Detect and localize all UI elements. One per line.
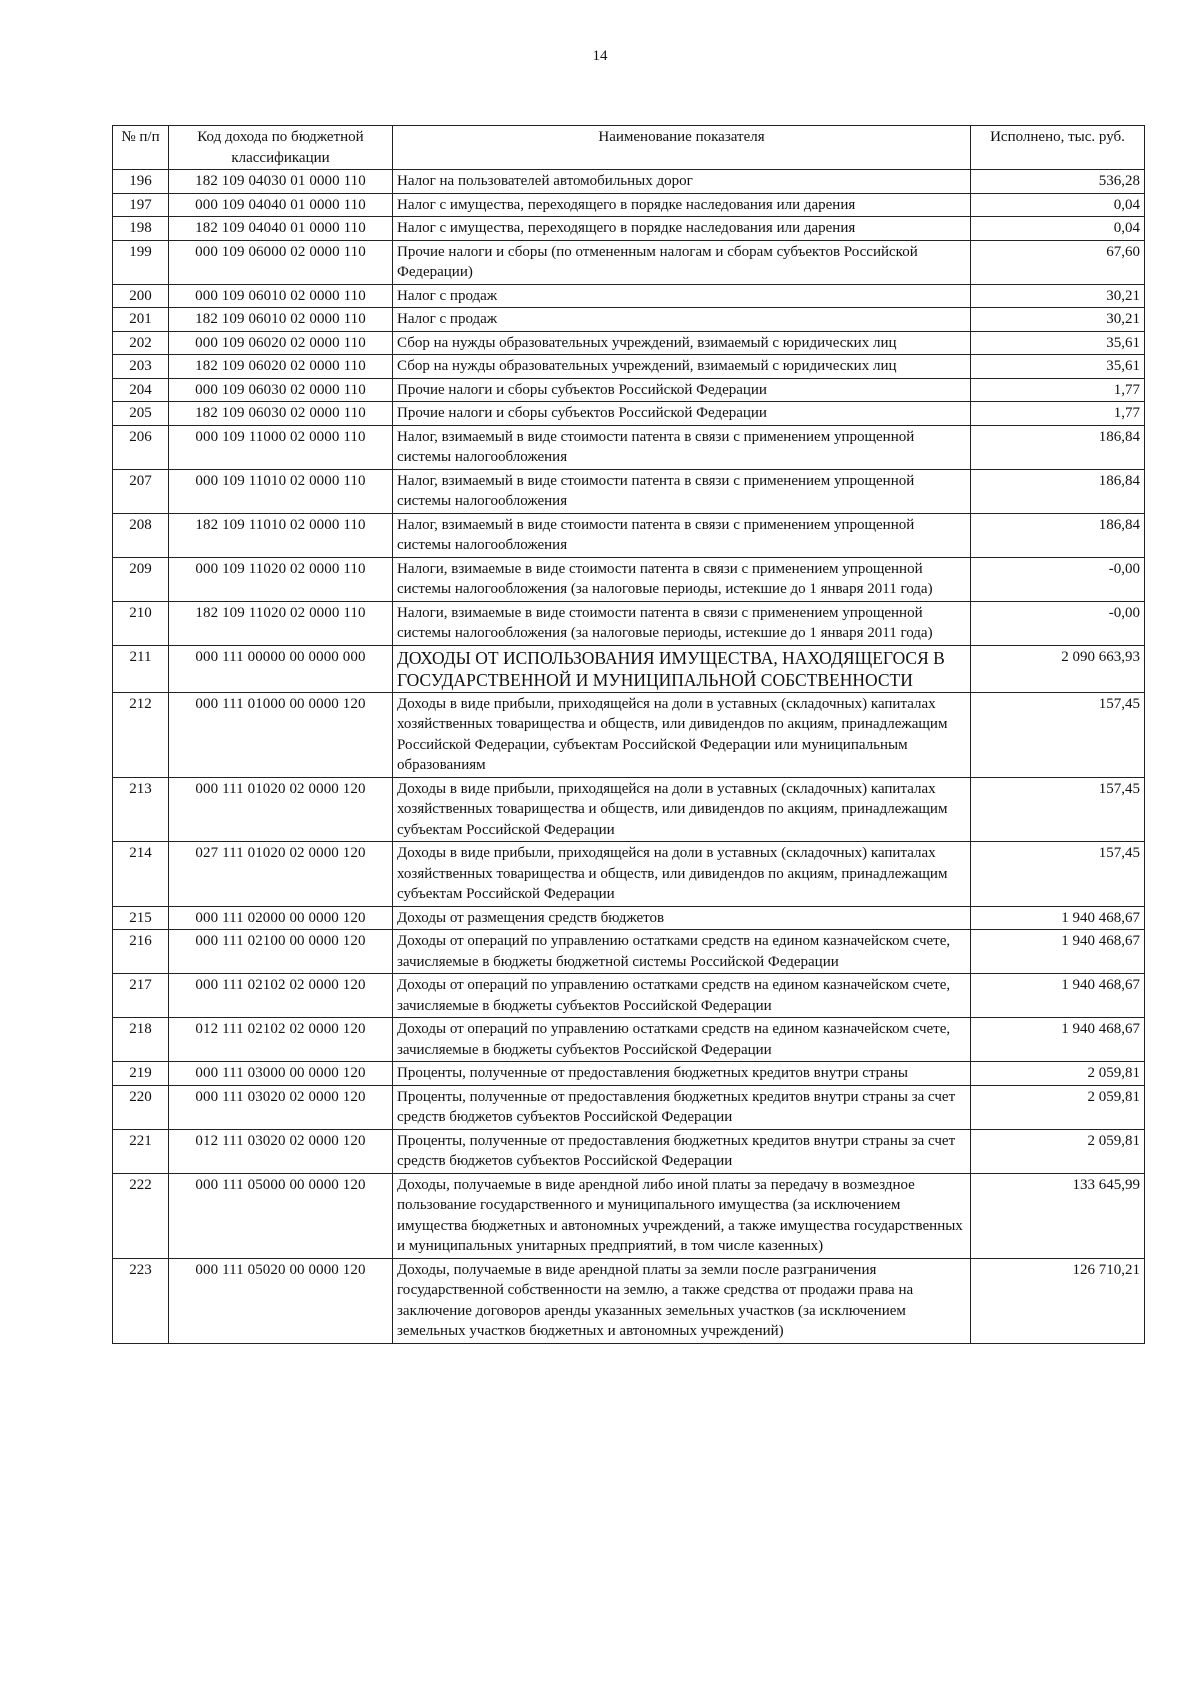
income-code-cell: 000 111 03020 02 0000 120 [169,1085,393,1129]
indicator-name-cell: Налог, взимаемый в виде стоимости патента в связи с применением упрощенной системы налогообложения [393,469,971,513]
table-row [113,1062,1145,1086]
row-number-cell: 196 [113,170,169,194]
executed-amount-cell: 2 059,81 [971,1129,1145,1173]
executed-amount-cell: 157,45 [971,777,1145,842]
row-number-cell: 216 [113,930,169,974]
header-row-number: № п/п [113,126,169,170]
row-number-cell: 217 [113,974,169,1018]
indicator-name-cell: Налог с имущества, переходящего в порядке наследования или дарения [393,193,971,217]
indicator-name-cell: Прочие налоги и сборы субъектов Российской Федерации [393,378,971,402]
executed-amount-cell: 1,77 [971,378,1145,402]
executed-amount-cell: 2 059,81 [971,1085,1145,1129]
table-row [113,645,1145,692]
income-code-cell: 000 109 06020 02 0000 110 [169,331,393,355]
budget-income-table [112,125,1145,1344]
table-row [113,777,1145,842]
table-row [113,692,1145,777]
table-row [113,906,1145,930]
row-number-cell: 198 [113,217,169,241]
table-row [113,217,1145,241]
income-code-cell: 000 111 02102 02 0000 120 [169,974,393,1018]
table-row [113,331,1145,355]
table-row [113,469,1145,513]
indicator-name-cell: Налоги, взимаемые в виде стоимости патента в связи с применением упрощенной системы налогообложения (за налоговые периоды, истекшие до 1 января 2011 года) [393,601,971,645]
income-code-cell: 000 111 00000 00 0000 000 [169,645,393,692]
income-code-cell: 000 111 01000 00 0000 120 [169,692,393,777]
row-number-cell: 197 [113,193,169,217]
page-number: 14 [592,48,608,64]
indicator-name-cell: Проценты, полученные от предоставления бюджетных кредитов внутри страны за счет средств бюджетов субъектов Российской Федерации [393,1085,971,1129]
table-row [113,557,1145,601]
table-row [113,378,1145,402]
executed-amount-cell: 1,77 [971,402,1145,426]
income-code-cell: 182 109 04040 01 0000 110 [169,217,393,241]
income-code-cell: 182 109 06030 02 0000 110 [169,402,393,426]
indicator-name-cell: Налог с продаж [393,284,971,308]
indicator-name-cell: Прочие налоги и сборы субъектов Российской Федерации [393,402,971,426]
income-code-cell: 182 109 11010 02 0000 110 [169,513,393,557]
income-code-cell: 000 111 03000 00 0000 120 [169,1062,393,1086]
indicator-name-cell: Доходы в виде прибыли, приходящейся на доли в уставных (складочных) капиталах хозяйственных товарищества и обществ, или дивидендов по акциям, принадлежащим Российской Федерации, субъектам Российской Федерации или муниципальным образованиям [393,692,971,777]
executed-amount-cell: 536,28 [971,170,1145,194]
executed-amount-cell: 0,04 [971,217,1145,241]
executed-amount-cell: 1 940 468,67 [971,974,1145,1018]
executed-amount-cell: 186,84 [971,513,1145,557]
indicator-name-cell: Проценты, полученные от предоставления бюджетных кредитов внутри страны [393,1062,971,1086]
row-number-cell: 208 [113,513,169,557]
income-code-cell: 000 109 06030 02 0000 110 [169,378,393,402]
row-number-cell: 221 [113,1129,169,1173]
executed-amount-cell: 0,04 [971,193,1145,217]
row-number-cell: 203 [113,355,169,379]
row-number-cell: 207 [113,469,169,513]
table-row [113,308,1145,332]
row-number-cell: 222 [113,1173,169,1258]
executed-amount-cell: 2 090 663,93 [971,645,1145,692]
executed-amount-cell: 186,84 [971,469,1145,513]
indicator-name-cell: Сбор на нужды образовательных учреждений, взимаемый с юридических лиц [393,331,971,355]
executed-amount-cell: 133 645,99 [971,1173,1145,1258]
table-row [113,425,1145,469]
table-row [113,930,1145,974]
indicator-name-cell: Доходы в виде прибыли, приходящейся на доли в уставных (складочных) капиталах хозяйственных товарищества и обществ, или дивидендов по акциям, принадлежащим субъектам Российской Федерации [393,842,971,907]
income-code-cell: 000 111 02000 00 0000 120 [169,906,393,930]
income-code-cell: 182 109 06020 02 0000 110 [169,355,393,379]
header-indicator-name: Наименование показателя [393,126,971,170]
indicator-name-cell: Налог с продаж [393,308,971,332]
row-number-cell: 199 [113,240,169,284]
income-code-cell: 000 109 11000 02 0000 110 [169,425,393,469]
table-row [113,601,1145,645]
executed-amount-cell: 2 059,81 [971,1062,1145,1086]
indicator-name-cell: Доходы, получаемые в виде арендной платы за земли после разграничения государственной собственности на землю, а также средства от продажи права на заключение договоров аренды указанных земельных участков (за исключением земельных участков бюджетных и автономных учреждений) [393,1258,971,1343]
executed-amount-cell: 1 940 468,67 [971,906,1145,930]
income-code-cell: 000 111 05000 00 0000 120 [169,1173,393,1258]
row-number-cell: 218 [113,1018,169,1062]
row-number-cell: 213 [113,777,169,842]
income-code-cell: 182 109 04030 01 0000 110 [169,170,393,194]
executed-amount-cell: 35,61 [971,355,1145,379]
executed-amount-cell: 157,45 [971,842,1145,907]
indicator-name-cell: Доходы от размещения средств бюджетов [393,906,971,930]
income-code-cell: 000 111 01020 02 0000 120 [169,777,393,842]
row-number-cell: 214 [113,842,169,907]
income-code-cell: 000 109 06010 02 0000 110 [169,284,393,308]
table-row [113,513,1145,557]
indicator-name-cell: Проценты, полученные от предоставления бюджетных кредитов внутри страны за счет средств бюджетов субъектов Российской Федерации [393,1129,971,1173]
table-row [113,170,1145,194]
row-number-cell: 215 [113,906,169,930]
income-code-cell: 000 109 04040 01 0000 110 [169,193,393,217]
executed-amount-cell: 30,21 [971,284,1145,308]
row-number-cell: 200 [113,284,169,308]
table-row [113,355,1145,379]
indicator-name-cell: Сбор на нужды образовательных учреждений, взимаемый с юридических лиц [393,355,971,379]
table-row [113,193,1145,217]
row-number-cell: 210 [113,601,169,645]
table-row [113,1129,1145,1173]
executed-amount-cell: 1 940 468,67 [971,1018,1145,1062]
indicator-name-cell: Доходы, получаемые в виде арендной либо иной платы за передачу в возмездное пользование государственного и муниципального имущества (за исключением имущества бюджетных и автономных учреждений, а также имущества государственных и муниципальных унитарных предприятий, в том числе казенных) [393,1173,971,1258]
executed-amount-cell: 35,61 [971,331,1145,355]
row-number-cell: 212 [113,692,169,777]
row-number-cell: 206 [113,425,169,469]
header-income-code: Код дохода по бюджетной классификации [169,126,393,170]
row-number-cell: 211 [113,645,169,692]
executed-amount-cell: 126 710,21 [971,1258,1145,1343]
income-code-cell: 000 111 02100 00 0000 120 [169,930,393,974]
income-code-cell: 000 109 11010 02 0000 110 [169,469,393,513]
indicator-name-cell: Доходы от операций по управлению остатками средств на едином казначейском счете, зачисляемые в бюджеты субъектов Российской Федерации [393,1018,971,1062]
income-code-cell: 000 109 06000 02 0000 110 [169,240,393,284]
row-number-cell: 209 [113,557,169,601]
indicator-name-cell: Налог, взимаемый в виде стоимости патента в связи с применением упрощенной системы налогообложения [393,425,971,469]
table-row [113,284,1145,308]
income-code-cell: 182 109 06010 02 0000 110 [169,308,393,332]
table-header-row [113,126,1145,170]
income-code-cell: 000 109 11020 02 0000 110 [169,557,393,601]
executed-amount-cell: 1 940 468,67 [971,930,1145,974]
table-row [113,1018,1145,1062]
row-number-cell: 220 [113,1085,169,1129]
executed-amount-cell: -0,00 [971,557,1145,601]
table-row [113,402,1145,426]
income-code-cell: 182 109 11020 02 0000 110 [169,601,393,645]
row-number-cell: 223 [113,1258,169,1343]
table-row [113,1173,1145,1258]
income-code-cell: 000 111 05020 00 0000 120 [169,1258,393,1343]
income-code-cell: 027 111 01020 02 0000 120 [169,842,393,907]
table-row [113,240,1145,284]
indicator-name-cell: Налог на пользователей автомобильных дорог [393,170,971,194]
income-code-cell: 012 111 02102 02 0000 120 [169,1018,393,1062]
executed-amount-cell: 157,45 [971,692,1145,777]
executed-amount-cell: -0,00 [971,601,1145,645]
indicator-name-cell: Налоги, взимаемые в виде стоимости патента в связи с применением упрощенной системы налогообложения (за налоговые периоды, истекшие до 1 января 2011 года) [393,557,971,601]
table-row [113,842,1145,907]
indicator-name-cell: Налог, взимаемый в виде стоимости патента в связи с применением упрощенной системы налогообложения [393,513,971,557]
table-row [113,974,1145,1018]
executed-amount-cell: 30,21 [971,308,1145,332]
indicator-name-cell: Прочие налоги и сборы (по отмененным налогам и сборам субъектов Российской Федерации) [393,240,971,284]
row-number-cell: 202 [113,331,169,355]
indicator-name-cell: Доходы в виде прибыли, приходящейся на доли в уставных (складочных) капиталах хозяйственных товарищества и обществ, или дивидендов по акциям, принадлежащим субъектам Российской Федерации [393,777,971,842]
row-number-cell: 205 [113,402,169,426]
table-row [113,1258,1145,1343]
row-number-cell: 204 [113,378,169,402]
executed-amount-cell: 67,60 [971,240,1145,284]
row-number-cell: 201 [113,308,169,332]
indicator-name-cell: Налог с имущества, переходящего в порядке наследования или дарения [393,217,971,241]
indicator-name-cell: Доходы от операций по управлению остатками средств на едином казначейском счете, зачисляемые в бюджеты бюджетной системы Российской Федерации [393,930,971,974]
income-code-cell: 012 111 03020 02 0000 120 [169,1129,393,1173]
row-number-cell: 219 [113,1062,169,1086]
executed-amount-cell: 186,84 [971,425,1145,469]
indicator-name-cell: ДОХОДЫ ОТ ИСПОЛЬЗОВАНИЯ ИМУЩЕСТВА, НАХОДЯЩЕГОСЯ В ГОСУДАРСТВЕННОЙ И МУНИЦИПАЛЬНОЙ СОБСТВЕННОСТИ [393,645,971,692]
header-executed-amount: Исполнено, тыс. руб. [971,126,1145,170]
table-row [113,1085,1145,1129]
indicator-name-cell: Доходы от операций по управлению остатками средств на едином казначейском счете, зачисляемые в бюджеты субъектов Российской Федерации [393,974,971,1018]
